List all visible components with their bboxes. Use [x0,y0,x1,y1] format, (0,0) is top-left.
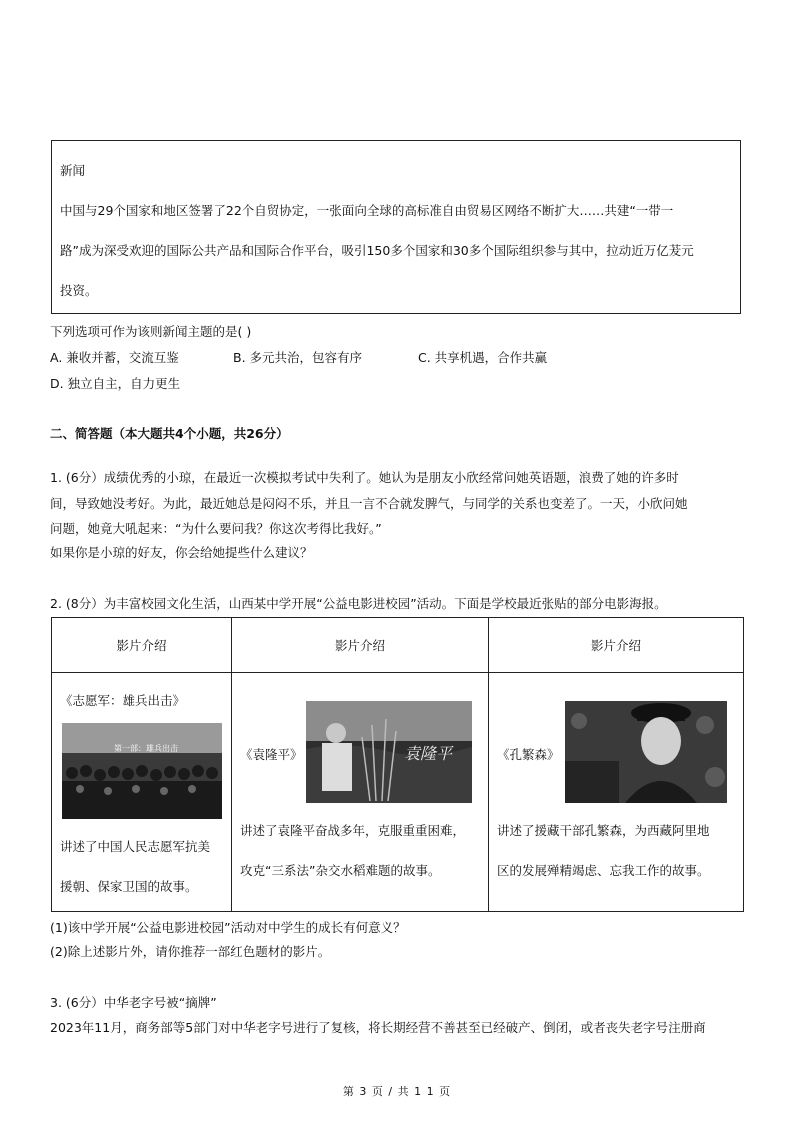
movie-desc-line: 讲述了袁隆平奋战多年，克服重重困难， [240,823,466,838]
movie-title: 《志愿军：雄兵出击》 [60,693,186,708]
movie-desc-line: 区的发展殚精竭虑、忘我工作的故事。 [497,863,710,878]
q2-subquestion-1: (1)该中学开展“公益电影进校园”活动对中学生的成长有何意义？ [50,920,406,935]
poster-graphic [565,701,727,803]
table-header: 影片介绍 [52,618,232,673]
news-line-2: 路”成为深受欢迎的国际公共产品和国际合作平台，吸引150多个国家和30多个国际组织参与其中，拉动近万亿茇元 [60,243,694,258]
movie-cell-3 [489,673,744,912]
q1-line-2: 间，导致她没考好。为此，最近她总是闷闷不乐，并且一言不合就发脾气，与同学的关系也变差了。一天，小欣问她 [50,496,688,511]
q2-subquestion-2: (2)除上述影片外，请你推荐一部红色题材的影片。 [50,944,331,959]
movie-desc-line: 援朝、保家卫国的故事。 [60,879,198,894]
option-b: B. 多元共治，包容有序 [233,350,363,365]
poster-graphic [62,723,222,819]
movie-poster-image [306,701,472,803]
movie-title: 《袁隆平》 [240,747,303,762]
movie-desc-line: 讲述了中国人民志愿军抗美 [60,839,211,854]
movie-table [51,617,744,912]
table-header: 影片介绍 [232,618,489,673]
option-d: D. 独立自主，自力更生 [50,376,181,391]
movie-poster-image [565,701,727,803]
news-heading: 新闻 [60,163,86,178]
question-prompt: 下列选项可作为该则新闻主题的是( ) [50,324,252,339]
table-header: 影片介绍 [489,618,744,673]
q1-line-4: 如果你是小琼的好友，你会给她提些什么建议？ [50,545,313,560]
movie-title: 《孔繁森》 [497,747,560,762]
news-line-3: 投资。 [60,283,98,298]
table-header-row [52,618,744,673]
movie-poster-image [62,723,222,819]
section-title: 二、简答题（本大题共4个小题，共26分） [50,426,289,441]
movie-desc-line: 攻克“三系法”杂交水稻难题的故事。 [240,863,441,878]
poster-caption: 袁隆平 [404,744,453,763]
poster-caption: 第一部：雄兵出击 [114,744,178,753]
movie-cell-2 [232,673,489,912]
page-footer: 第 3 页 / 共 1 1 页 [342,1085,452,1098]
movie-desc-line: 讲述了援藏干部孔繁森，为西藏阿里地 [497,823,710,838]
q1-line-1: 1. (6分）成绩优秀的小琼，在最近一次模拟考试中失利了。她认为是朋友小欣经常问她英语题，浪费了她的许多时 [50,470,679,485]
table-row [52,673,744,912]
news-line-1: 中国与29个国家和地区签署了22个自贸协定，一张面向全球的高标准自由贸易区网络不断扩大……共建“一带一 [60,203,674,218]
news-box [51,140,741,314]
option-c: C. 共享机遇，合作共赢 [418,350,548,365]
movie-cell-1 [52,673,232,912]
q2-intro: 2. (8分）为丰富校园文化生活，山西某中学开展“公益电影进校园”活动。下面是学校最近张贴的部分电影海报。 [50,596,667,611]
q1-line-3: 问题，她竟大吼起来：“为什么要问我？你这次考得比我好。” [50,521,382,536]
option-a: A. 兼收并蓄，交流互鉴 [50,350,179,365]
q3-line-1: 2023年11月，商务部等5部门对中华老字号进行了复核，将长期经营不善甚至已经破产、倒闭，或者丧失老字号注册商 [50,1020,706,1035]
q3-title: 3. (6分）中华老字号被“摘牌” [50,995,217,1010]
